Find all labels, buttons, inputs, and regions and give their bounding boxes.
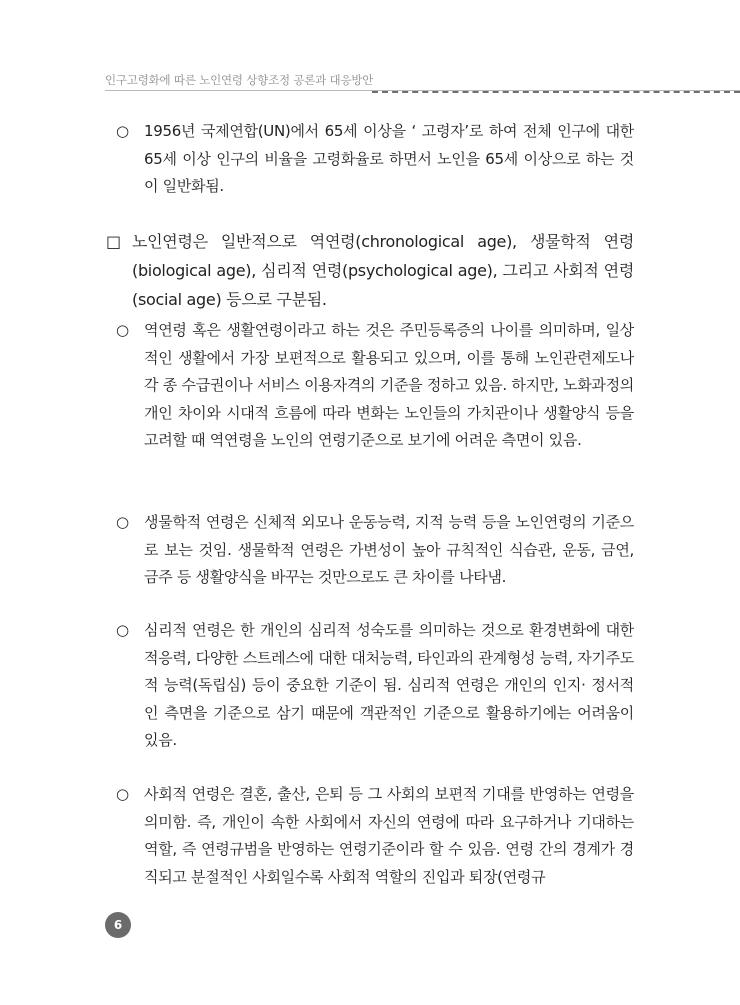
circle-bullet-icon: ○ [116,513,129,531]
paragraph-chronological-age [116,317,634,455]
page-number-badge: 6 [105,912,131,938]
running-header-title: 인구고령화에 따른 노인연령 상향조정 공론과 대응방안 [105,73,374,87]
square-bullet-icon: □ [106,232,121,251]
paragraph-social-age [116,781,634,891]
paragraph-text: 역연령 혹은 생활연령이라고 하는 것은 주민등록증의 나이를 의미하며, 일상적인 생활에서 가장 보편적으로 활용되고 있으며, 이를 통해 노인관련제도나 각 종 수급권이나 서비스 이용자격의 기준을 정하고 있음. 하지만, 노화과정의 개인 차이와 시대적 흐름에 따라 변화는 노인들의 가치관이나 생활양식 등을 고려할 때 역연령을 노인의 연령기준으로 보기에 어려운 측면이 있음. [144,321,634,449]
circle-bullet-icon: ○ [116,621,129,639]
section-text: 노인연령은 일반적으로 역연령(chronological age), 생물학적 연령(biological age), 심리적 연령(psychological age), 그리고 사회적 연령(social age) 등으로 구분됨. [132,232,634,309]
paragraph-psychological-age [116,617,634,755]
paragraph-biological-age [116,509,634,592]
paragraph-text: 1956년 국제연합(UN)에서 65세 이상을 ‘ 고령자’로 하여 전체 인구에 대한 65세 이상 인구의 비율을 고령화율로 하면서 노인을 65세 이상으로 하는 것이 일반화됨. [144,122,634,195]
circle-bullet-icon: ○ [116,122,129,140]
header-dashed-rule [372,91,740,93]
circle-bullet-icon: ○ [116,321,129,339]
section-age-types [106,227,634,314]
circle-bullet-icon: ○ [116,785,129,803]
paragraph-text: 사회적 연령은 결혼, 출산, 은퇴 등 그 사회의 보편적 기대를 반영하는 연령을 의미함. 즉, 개인이 속한 사회에서 자신의 연령에 따라 요구하거나 기대하는 역할, 즉 연령규범을 반영하는 연령기준이라 할 수 있음. 연령 간의 경계가 경직되고 분절적인 사회일수록 사회적 역할의 진입과 퇴장(연령규 [144,785,634,886]
paragraph-text: 심리적 연령은 한 개인의 심리적 성숙도를 의미하는 것으로 환경변화에 대한 적응력, 다양한 스트레스에 대한 대처능력, 타인과의 관계형성 능력, 자기주도적 능력(독립심) 등이 중요한 기준이 됨. 심리적 연령은 개인의 인지· 정서적인 측면을 기준으로 삼기 때문에 객관적인 기준으로 활용하기에는 어려움이 있음. [144,621,634,749]
paragraph-text: 생물학적 연령은 신체적 외모나 운동능력, 지적 능력 등을 노인연령의 기준으로 보는 것임. 생물학적 연령은 가변성이 높아 규칙적인 식습관, 운동, 금연, 금주 등 생활양식을 바꾸는 것만으로도 큰 차이를 나타냄. [144,513,634,586]
paragraph-un-standard [116,118,634,201]
